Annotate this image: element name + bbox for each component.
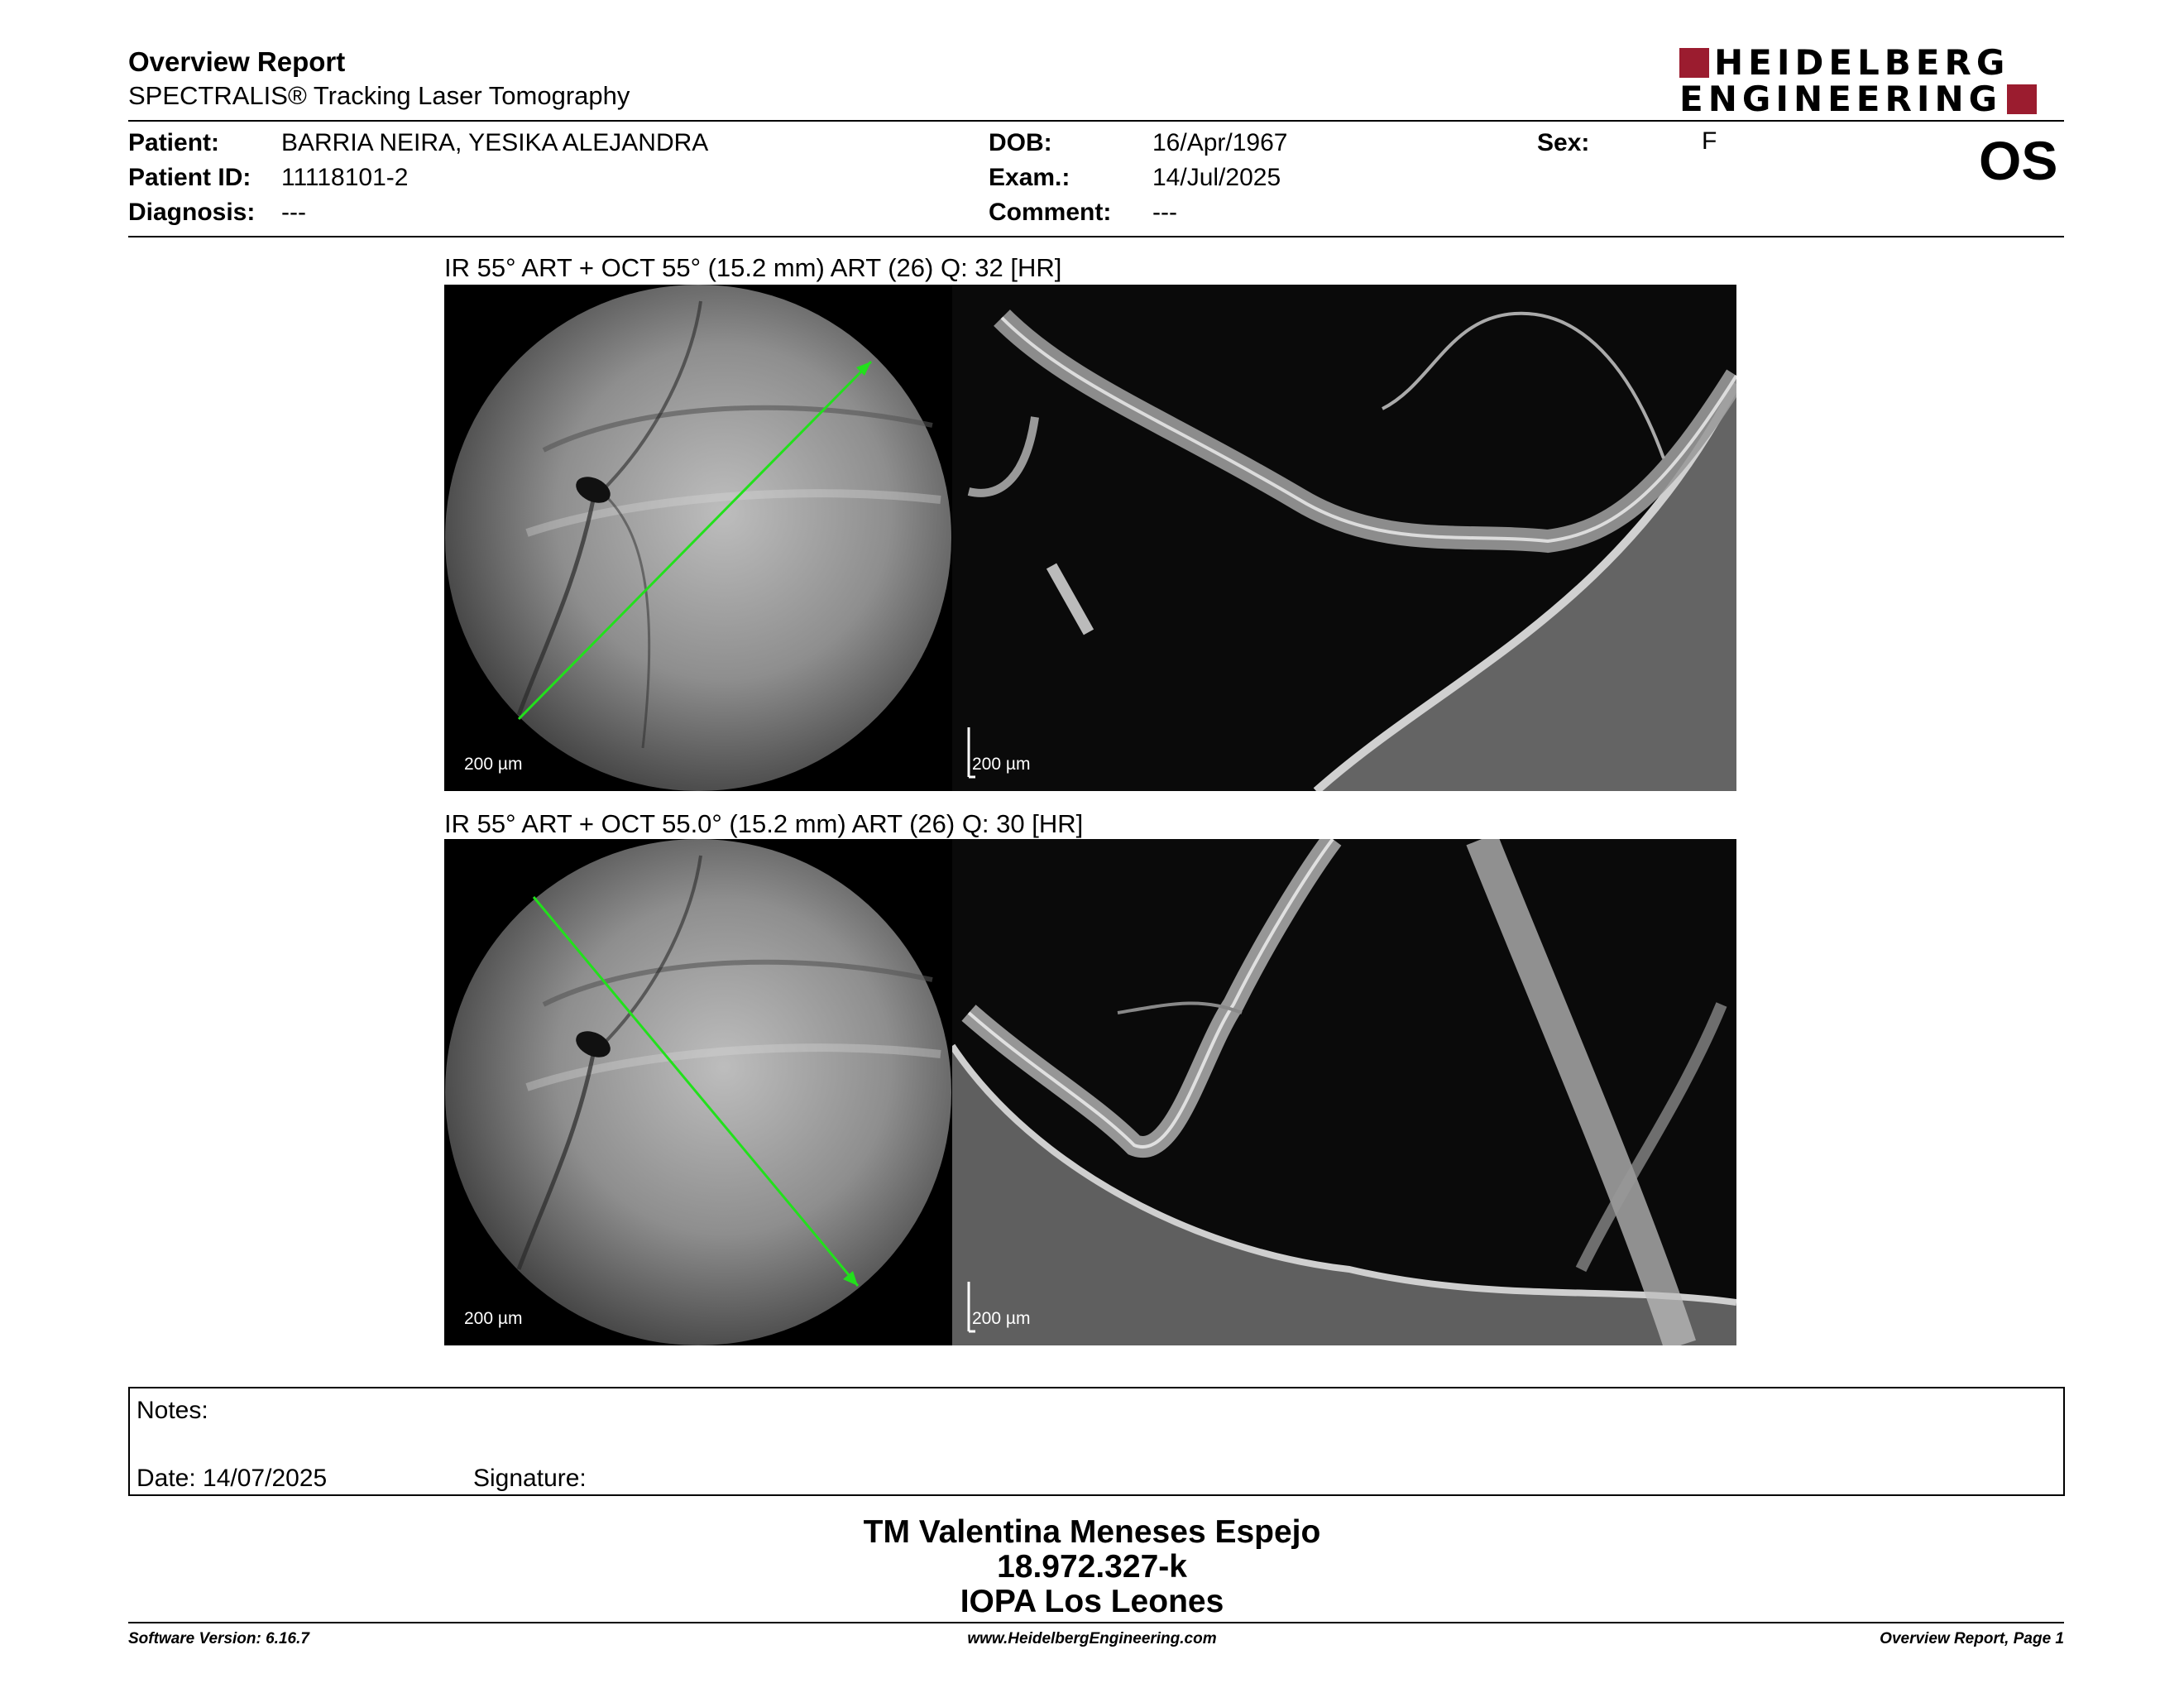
header-divider: [128, 120, 2064, 122]
signatory-id: 18.972.327-k: [997, 1549, 1187, 1585]
exam-label: Exam.:: [989, 164, 1070, 191]
software-version: Software Version: 6.16.7: [128, 1630, 309, 1647]
page-number: Overview Report, Page 1: [1880, 1630, 2064, 1647]
scan-1-caption: IR 55° ART + OCT 55° (15.2 mm) ART (26) Q: 32 [HR]: [444, 253, 1062, 282]
scan-2-oct-image: [952, 839, 1736, 1345]
scale-label: 200 µm: [972, 755, 1031, 774]
oct-1-svg: [952, 285, 1736, 791]
logo-square-icon: [2007, 84, 2037, 114]
signatory-name: TM Valentina Meneses Espejo: [863, 1514, 1321, 1550]
diagnosis-label: Diagnosis:: [128, 199, 256, 226]
notes-label: Notes:: [136, 1397, 208, 1424]
comment-value: ---: [1152, 199, 1177, 226]
exam-value: 14/Jul/2025: [1152, 164, 1281, 191]
logo-square-icon: [1679, 48, 1709, 78]
sex-value: F: [1702, 127, 1717, 155]
comment-label: Comment:: [989, 199, 1112, 226]
heidelberg-logo: [1679, 42, 2062, 119]
patient-name: BARRIA NEIRA, YESIKA ALEJANDRA: [281, 129, 709, 156]
scan-2-caption: IR 55° ART + OCT 55.0° (15.2 mm) ART (26) Q: 30 [HR]: [444, 809, 1084, 838]
eye-laterality: OS: [1979, 130, 2058, 191]
logo-text-1: HEIDELBERG: [1714, 42, 2010, 83]
report-subtitle: SPECTRALIS® Tracking Laser Tomography: [128, 81, 630, 110]
patient-divider: [128, 236, 2064, 237]
logo-line-1: [1679, 42, 2014, 83]
notes-date: Date: 14/07/2025: [136, 1465, 328, 1492]
logo-line-2: [1679, 79, 2037, 119]
dob-value: 16/Apr/1967: [1152, 129, 1288, 156]
scan-2-fundus-image: [444, 839, 952, 1345]
fundus-2-svg: [444, 839, 952, 1345]
diagnosis-value: ---: [281, 199, 306, 226]
patient-label: Patient:: [128, 129, 220, 156]
report-title: Overview Report: [128, 46, 346, 77]
scale-label: 200 µm: [972, 1309, 1031, 1328]
scan-1-fundus-image: [444, 285, 952, 791]
website-link[interactable]: www.HeidelbergEngineering.com: [967, 1630, 1217, 1647]
patient-id-label: Patient ID:: [128, 164, 251, 191]
footer-divider: [128, 1622, 2064, 1623]
sex-label: Sex:: [1537, 129, 1590, 156]
logo-text-2: ENGINEERING: [1679, 79, 2003, 119]
signatory-institution: IOPA Los Leones: [960, 1584, 1224, 1619]
dob-label: DOB:: [989, 129, 1052, 156]
fundus-1-svg: [444, 285, 952, 791]
scale-label: 200 µm: [464, 1309, 523, 1328]
signature-label: Signature:: [473, 1465, 587, 1492]
scan-1-oct-image: [952, 285, 1736, 791]
patient-id-value: 11118101-2: [281, 164, 409, 191]
notes-box: [128, 1387, 2065, 1496]
scale-label: 200 µm: [464, 755, 523, 774]
oct-2-svg: [952, 839, 1736, 1345]
